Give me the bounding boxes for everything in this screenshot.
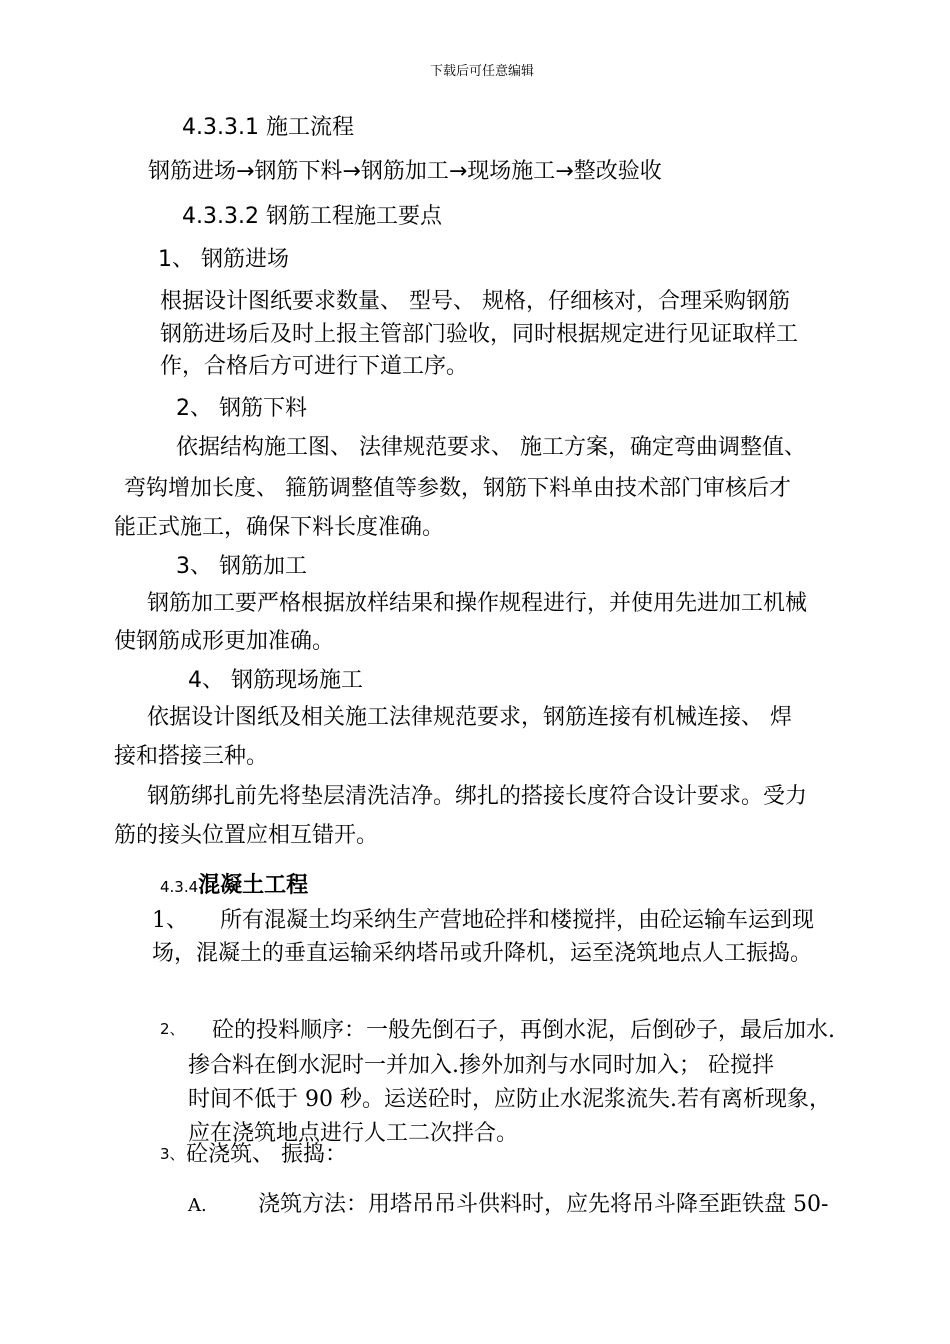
item-4-line: 依据设计图纸及相关施工法律规范要求，钢筋连接有机械连接、 焊 [147, 705, 792, 730]
item-2-line: 弯钩增加长度、 箍筋调整值等参数，钢筋下料单由技术部门审核后才 [124, 476, 791, 501]
item-4-line: 接和搭接三种。 [114, 744, 269, 769]
item-3-line: 使钢筋成形更加准确。 [114, 629, 335, 654]
heading-4-3-3-2: 4.3.3.2 钢筋工程施工要点 [182, 204, 442, 229]
para-2-number: 2、 [160, 1020, 185, 1038]
heading-number: 4.3.4 [160, 878, 199, 896]
item-1-line: 作，合格后方可进行下道工序。 [160, 354, 469, 379]
heading-4-3-3-1: 4.3.3.1 施工流程 [182, 115, 354, 140]
para-3-text: 砼浇筑、 振捣： [186, 1142, 347, 1167]
para-a-text: 浇筑方法：用塔吊吊斗供料时，应先将吊斗降至距铁盘 50- [258, 1192, 829, 1217]
heading-4-3-4 [160, 875, 308, 897]
para-2-line: 砼的投料顺序：一般先倒石子，再倒水泥，后倒砂子，最后加水. [212, 1018, 835, 1043]
para-1-line: 场，混凝土的垂直运输采纳塔吊或升降机，运至浇筑地点人工振捣。 [152, 941, 813, 966]
para-1-line: 所有混凝土均采纳生产营地砼拌和楼搅拌，由砼运输车运到现 [220, 908, 815, 933]
para-2-line: 掺合料在倒水泥时一并加入.掺外加剂与水同时加入； 砼搅拌 [188, 1053, 774, 1078]
para-1-number: 1、 [152, 908, 188, 933]
item-1-title: 1、 钢筋进场 [158, 247, 289, 272]
item-2-line: 能正式施工，确保下料长度准确。 [114, 515, 445, 540]
item-1-line: 钢筋进场后及时上报主管部门验收，同时根据规定进行见证取样工 [160, 322, 799, 347]
item-2-title: 2、 钢筋下料 [176, 396, 307, 421]
item-1-line: 根据设计图纸要求数量、 型号、 规格，仔细核对，合理采购钢筋 [160, 289, 790, 314]
page-header: 下载后可任意编辑 [430, 64, 535, 79]
item-4-line: 钢筋绑扎前先将垫层清洗洁净。绑扎的搭接长度符合设计要求。受力 [147, 784, 808, 809]
para-2-line: 应在浇筑地点进行人工二次拌合。 [188, 1121, 519, 1146]
item-3-line: 钢筋加工要严格根据放样结果和操作规程进行，并使用先进加工机械 [147, 591, 808, 616]
process-flow: 钢筋进场→钢筋下料→钢筋加工→现场施工→整改验收 [148, 159, 662, 184]
item-2-line: 依据结构施工图、 法律规范要求、 施工方案，确定弯曲调整值、 [176, 435, 806, 460]
item-4-title: 4、 钢筋现场施工 [188, 668, 363, 693]
item-4-line: 筋的接头位置应相互错开。 [114, 823, 379, 848]
heading-title: 混凝土工程 [198, 873, 309, 898]
item-3-title: 3、 钢筋加工 [176, 554, 307, 579]
para-2-line: 时间不低于 90 秒。运送砼时，应防止水泥浆流失.若有离析现象， [188, 1087, 831, 1112]
para-a-label: A. [188, 1195, 207, 1216]
para-3-number: 3、 [160, 1145, 185, 1163]
